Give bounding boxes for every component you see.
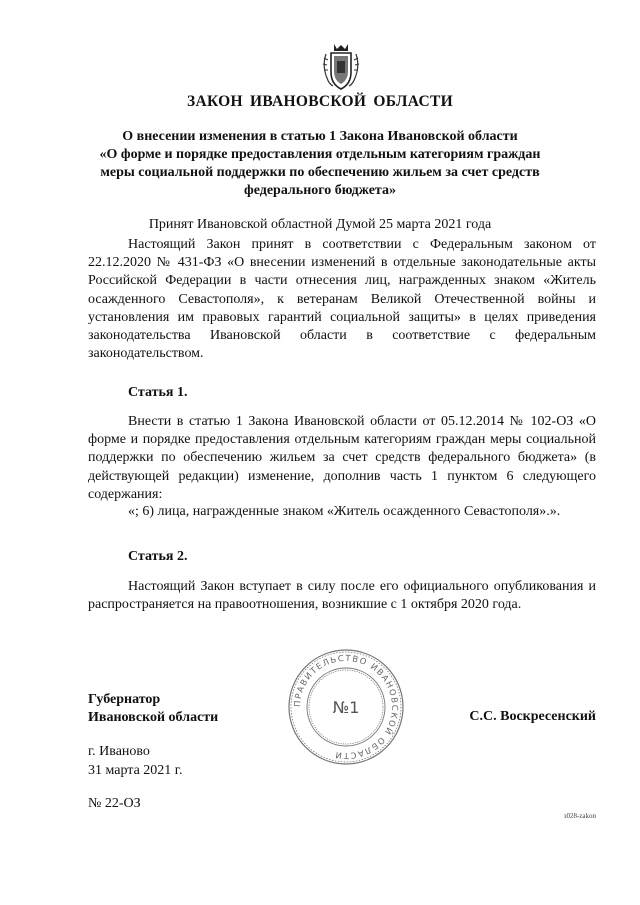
governor-title-line: Губернатор [88,692,161,707]
article-2-text: Настоящий Закон вступает в силу после его официального опубликования и распространяется на правоотношения, возникшие с 1 октября 2020 года. [88,579,596,613]
governor-name: С.С. Воскресенский [469,709,596,724]
signing-date: 31 марта 2021 г. [88,763,183,778]
subject-line: федерального бюджета» [244,183,396,198]
subject-line: меры социальной поддержки по обеспечению жильем за счет средств [100,165,540,180]
law-title: ЗАКОН ИВАНОВСКОЙ ОБЛАСТИ [187,93,453,110]
place-and-date [88,742,182,780]
seal-number: №1 [332,698,360,717]
official-seal-stamp [286,647,406,767]
place: г. Иваново [88,744,150,759]
subject-line: «О форме и порядке предоставления отдельным категориям граждан [99,147,541,162]
seal-ring-text: ПРАВИТЕЛЬСТВО ИВАНОВСКОЙ ОБЛАСТИ [291,652,401,762]
governor-title [88,691,218,727]
document-code: з028-zakon [563,812,596,820]
governor-title-line: Ивановской области [88,710,219,725]
article-1-quote: «; 6) лица, награжденные знаком «Житель осажденного Севастополя».». [128,504,561,519]
preamble-paragraph: Настоящий Закон принят в соответствии с Федеральным законом от 22.12.2020 № 431-ФЗ «О внесении изменений в отдельные законодательные акты Российской Федерации в части отнесения лиц, награжденных знаком «Житель осажденного Севастополя», к ветеранам Великой Отечественной войны и установления им правовых гарантий социальной защиты» в целях приведения законодательства Ивановской области в соответствие с федеральным законодательством. [88,237,596,362]
article-1-heading: Статья 1. [128,385,188,400]
coat-of-arms-emblem-icon [318,42,364,92]
subject-line: О внесении изменения в статью 1 Закона Ивановской области [122,129,518,144]
law-subject [60,128,580,200]
article-1-text: Внести в статью 1 Закона Ивановской области от 05.12.2014 № 102-ОЗ «О форме и порядке предоставления отдельным категориям граждан меры социальной поддержки по обеспечению жильем за счет средств федерального бюджета» (в действующей редакции) изменение, дополнив часть 1 пунктом 6 следующего содержания: [88,414,596,502]
law-number: № 22-ОЗ [88,796,141,811]
article-2-heading: Статья 2. [128,549,188,564]
adoption-note: Принят Ивановской областной Думой 25 марта 2021 года [148,217,492,232]
